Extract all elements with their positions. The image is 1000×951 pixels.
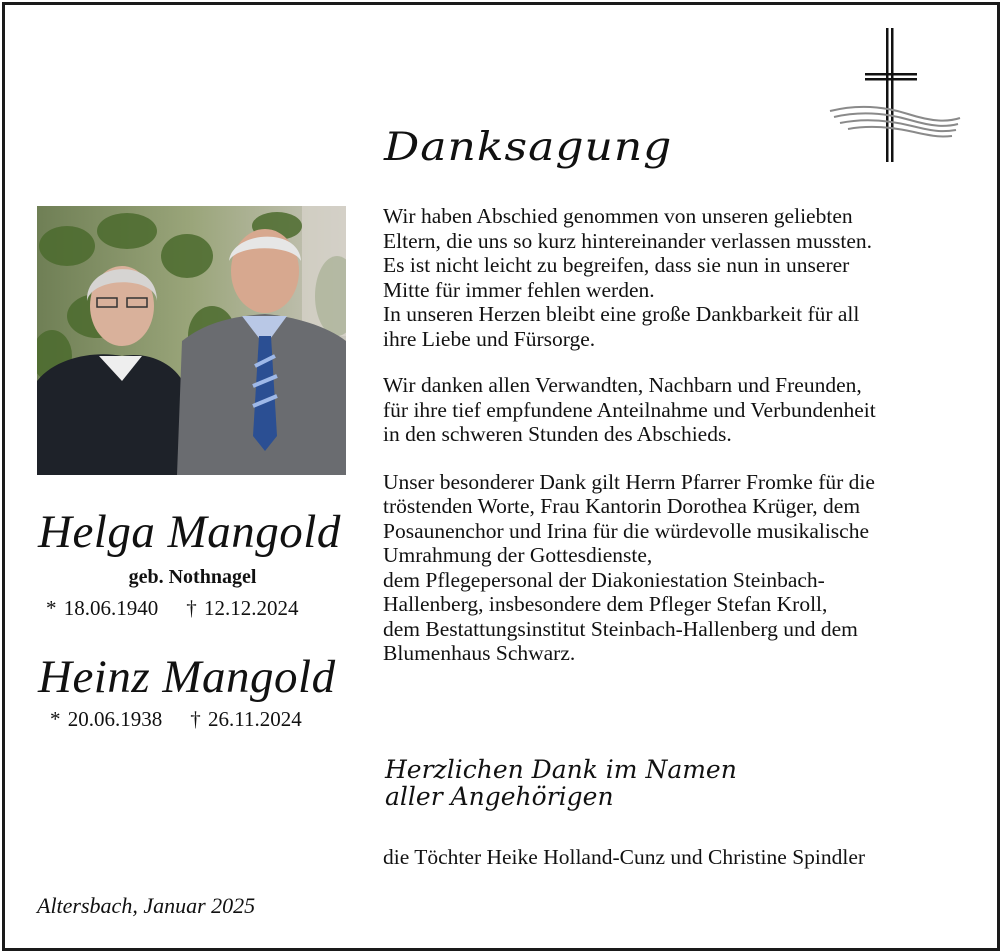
birth-name: geb. Nothnagel: [128, 566, 257, 588]
closing-thanks: [385, 756, 737, 810]
death-date-1: † 12.12.2024: [186, 596, 299, 620]
life-dates-1: [46, 596, 299, 621]
life-dates-2: [50, 707, 302, 732]
thanks-text: [383, 204, 973, 666]
birth-date-1: * 18.06.1940: [46, 596, 159, 620]
paragraph-farewell: Wir haben Abschied genommen von unseren geliebten Eltern, die uns so kurz hintereinander verlassen mussten. Es ist nicht leicht zu begreifen, dass sie nun in unserer Mitte für immer fehlen werden. In unseren Herzen bleibt eine große Dankbarkeit für all ihre Liebe und Fürsorge.: [383, 204, 872, 351]
death-date-2: † 26.11.2024: [190, 707, 302, 731]
closing-line-2: aller Angehörigen: [385, 782, 614, 811]
deceased-name-1: Helga Mangold: [38, 506, 341, 558]
couple-photo: [37, 206, 346, 475]
cross-with-waves-icon: [828, 26, 963, 166]
paragraph-relatives: Wir danken allen Verwandten, Nachbarn und Freunden, für ihre tief empfundene Anteilnahme und Verbundenheit in den schweren Stunden des Abschieds.: [383, 373, 876, 446]
deceased-name-2: Heinz Mangold: [38, 651, 336, 703]
place-date: Altersbach, Januar 2025: [37, 893, 256, 918]
birth-date-2: * 20.06.1938: [50, 707, 163, 731]
paragraph-special-thanks: Unser besonderer Dank gilt Herrn Pfarrer Fromke für die tröstenden Worte, Frau Kantorin Dorothea Krüger, dem Posaunenchor und Irina für die würdevolle musikalische Umrahmung der Gottesdienste, dem Pflegepersonal der Diakoniestation Steinbach- Hallenberg, insbesondere dem Pfleger Stefan Kroll, dem Bestattungsinstitut Steinbach-Hallenberg und dem Blumenhaus Schwarz.: [383, 469, 875, 665]
page-title: Danksagung: [384, 124, 673, 170]
closing-line-1: Herzlichen Dank im Namen: [385, 755, 737, 784]
signers: die Töchter Heike Holland-Cunz und Christine Spindler: [383, 845, 866, 869]
